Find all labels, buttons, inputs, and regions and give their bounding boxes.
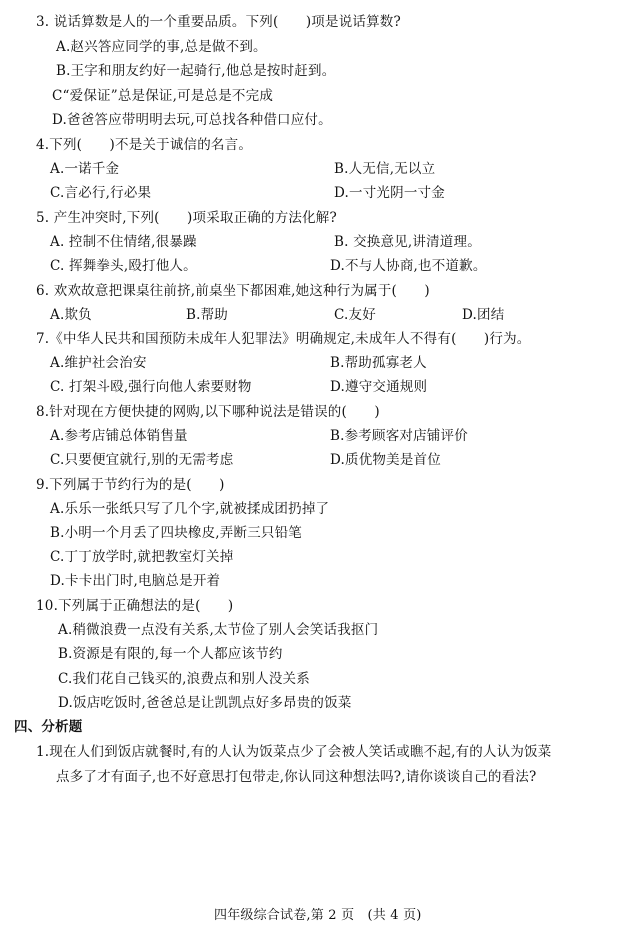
question-10-option-b: B.资源是有限的,每一个人都应该节约 — [58, 646, 283, 662]
question-3-option-d: D.爸爸答应带明明去玩,可总找各种借口应付。 — [52, 112, 332, 128]
question-9-option-d: D.卡卡出门时,电脑总是开着 — [50, 573, 221, 589]
question-7-option-d: D.遵守交通规则 — [330, 379, 428, 395]
question-3-option-c: C“爱保证”总是保证,可是总是不完成 — [52, 88, 274, 104]
question-5-option-a: A. 控制不住情绪,很暴躁 — [50, 234, 197, 250]
question-5-option-c: C. 挥舞拳头,殴打他人。 — [50, 258, 197, 274]
question-8-option-d: D.质优物美是首位 — [330, 452, 441, 468]
question-3-stem: 3. 说话算数是人的一个重要品质。下列( )项是说话算数? — [36, 14, 401, 30]
question-6-stem: 6. 欢欢故意把课桌往前挤,前桌坐下都困难,她这种行为属于( ) — [36, 283, 430, 299]
question-4-option-c: C.言必行,行必果 — [50, 185, 152, 201]
question-9-stem: 9.下列属于节约行为的是( ) — [36, 477, 225, 493]
question-10-option-a: A.稍微浪费一点没有关系,太节俭了别人会笑话我抠门 — [58, 622, 379, 638]
question-8-option-c: C.只要便宜就行,别的无需考虑 — [50, 452, 234, 468]
question-6-option-b: B.帮助 — [186, 307, 229, 323]
question-9-option-a: A.乐乐一张纸只写了几个字,就被揉成团扔掉了 — [50, 501, 330, 517]
question-7-stem: 7.《中华人民共和国预防未成年人犯罪法》明确规定,未成年人不得有( )行为。 — [36, 331, 531, 347]
analysis-question-1-line-2: 点多了才有面子,也不好意思打包带走,你认同这种想法吗?,请你谈谈自己的看法? — [56, 769, 537, 785]
question-8-option-b: B.参考顾客对店铺评价 — [330, 428, 468, 444]
analysis-question-1-line-1: 1.现在人们到饭店就餐时,有的人认为饭菜点少了会被人笑话或瞧不起,有的人认为饭菜 — [36, 744, 552, 760]
question-9-option-c: C.丁丁放学时,就把教室灯关掉 — [50, 549, 234, 565]
question-10-option-d: D.饭店吃饭时,爸爸总是让凯凯点好多昂贵的饭菜 — [58, 695, 352, 711]
question-6-option-c: C.友好 — [334, 307, 376, 323]
question-6-option-a: A.欺负 — [50, 307, 92, 323]
question-8-option-a: A.参考店铺总体销售量 — [50, 428, 188, 444]
question-3-option-a: A.赵兴答应同学的事,总是做不到。 — [56, 39, 267, 55]
question-7-option-a: A.维护社会治安 — [50, 355, 147, 371]
question-8-stem: 8.针对现在方便快捷的网购,以下哪种说法是错误的( ) — [36, 404, 380, 420]
question-3-option-b: B.王字和朋友约好一起骑行,他总是按时赶到。 — [56, 63, 336, 79]
question-4-option-d: D.一寸光阴一寸金 — [334, 185, 445, 201]
question-10-option-c: C.我们花自己钱买的,浪费点和别人没关系 — [58, 671, 310, 687]
page-footer: 四年级综合试卷,第 2 页 (共 4 页) — [214, 908, 422, 923]
question-4-option-a: A.一诺千金 — [50, 161, 120, 177]
question-7-option-b: B.帮助孤寡老人 — [330, 355, 427, 371]
question-4-stem: 4.下列( )不是关于诚信的名言。 — [36, 137, 253, 153]
question-7-option-c: C. 打架斗殴,强行向他人索要财物 — [50, 379, 252, 395]
question-5-option-d: D.不与人协商,也不道歉。 — [330, 258, 487, 274]
question-6-option-d: D.团结 — [462, 307, 505, 323]
section-4-title: 四、分析题 — [14, 719, 83, 735]
question-9-option-b: B.小明一个月丢了四块橡皮,弄断三只铅笔 — [50, 525, 303, 541]
question-5-option-b: B. 交换意见,讲清道理。 — [334, 234, 481, 250]
question-10-stem: 10.下列属于正确想法的是( ) — [36, 598, 234, 614]
question-5-stem: 5. 产生冲突时,下列( )项采取正确的方法化解? — [36, 210, 337, 226]
question-4-option-b: B.人无信,无以立 — [334, 161, 436, 177]
